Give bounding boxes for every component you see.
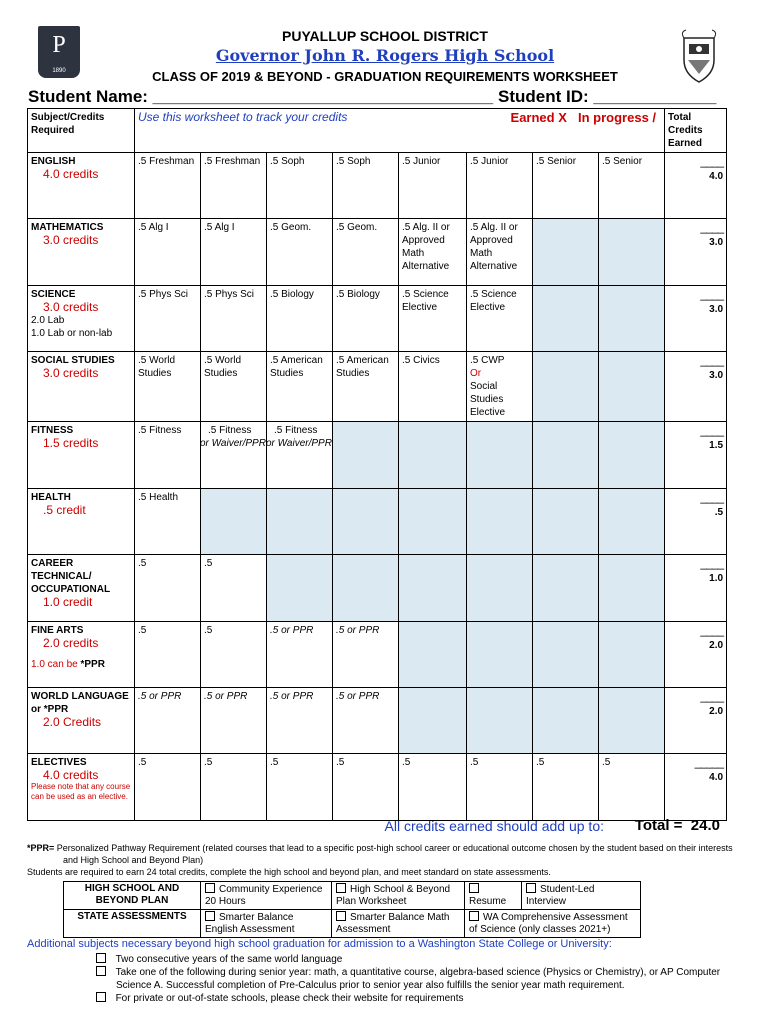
total-summary bbox=[27, 815, 726, 839]
checkbox-icon[interactable] bbox=[469, 911, 479, 921]
fine-arts-cell-4[interactable]: .5 or PPR bbox=[333, 622, 399, 688]
career-cell-5 bbox=[399, 555, 467, 622]
row-fitness bbox=[28, 422, 727, 489]
wa-science[interactable]: WA Comprehensive Assessment of Science (only classes 2021+) bbox=[465, 910, 641, 938]
checkbox-icon[interactable] bbox=[526, 883, 536, 893]
career-cell-7 bbox=[533, 555, 599, 622]
sb-math[interactable]: Smarter Balance Math Assessment bbox=[332, 910, 465, 938]
science-total[interactable]: ____ 3.0 bbox=[665, 286, 727, 352]
english-cell-6[interactable]: .5 Junior bbox=[467, 153, 533, 219]
health-cell-6 bbox=[467, 489, 533, 555]
electives-cell-4[interactable]: .5 bbox=[333, 754, 399, 821]
state-requirements-table bbox=[63, 881, 641, 938]
checkbox-icon[interactable] bbox=[205, 883, 215, 893]
use-worksheet-text: Use this worksheet to track your credits bbox=[138, 110, 348, 124]
checkbox-icon[interactable] bbox=[96, 966, 106, 976]
english-cell-5[interactable]: .5 Junior bbox=[399, 153, 467, 219]
hsbp-worksheet[interactable]: High School & Beyond Plan Worksheet bbox=[332, 882, 465, 910]
fitness-cell-3[interactable]: .5 Fitness or Waiver/PPR bbox=[267, 422, 333, 489]
social-cell-2[interactable]: .5 World Studies bbox=[201, 352, 267, 422]
social-cell-6[interactable]: .5 CWP Or Social Studies Elective bbox=[467, 352, 533, 422]
english-cell-1[interactable]: .5 Freshman bbox=[135, 153, 201, 219]
world-lang-cell-1[interactable]: .5 or PPR bbox=[135, 688, 201, 754]
electives-cell-1[interactable]: .5 bbox=[135, 754, 201, 821]
subject-career: CAREER TECHNICAL/ OCCUPATIONAL 1.0 credit bbox=[28, 555, 135, 622]
fitness-cell-5 bbox=[399, 422, 467, 489]
row-world-language bbox=[28, 688, 727, 754]
additional-subjects-title: Additional subjects necessary beyond high school graduation for admission to a Washington State College or University: bbox=[27, 938, 612, 950]
sb-english[interactable]: Smarter Balance English Assessment bbox=[201, 910, 332, 938]
fitness-cell-1[interactable]: .5 Fitness bbox=[135, 422, 201, 489]
social-total[interactable]: ____ 3.0 bbox=[665, 352, 727, 422]
career-cell-2[interactable]: .5 bbox=[201, 555, 267, 622]
row-english bbox=[28, 153, 727, 219]
row-fine-arts bbox=[28, 622, 727, 688]
world-lang-cell-3[interactable]: .5 or PPR bbox=[267, 688, 333, 754]
fine-arts-cell-2[interactable]: .5 bbox=[201, 622, 267, 688]
student-name-field[interactable]: Student Name: ____________________________________ bbox=[28, 87, 494, 106]
career-total[interactable]: ____ 1.0 bbox=[665, 555, 727, 622]
subject-english: ENGLISH 4.0 credits bbox=[28, 153, 135, 219]
subject-header: Subject/Credits Required bbox=[28, 109, 135, 153]
checkbox-icon[interactable] bbox=[96, 992, 106, 1002]
row-career bbox=[28, 555, 727, 622]
electives-cell-8[interactable]: .5 bbox=[599, 754, 665, 821]
world-lang-cell-6 bbox=[467, 688, 533, 754]
community-experience[interactable]: Community Experience 20 Hours bbox=[201, 882, 332, 910]
fine-arts-cell-8 bbox=[599, 622, 665, 688]
table-header-row bbox=[28, 109, 727, 153]
fitness-cell-4 bbox=[333, 422, 399, 489]
fine-arts-cell-6 bbox=[467, 622, 533, 688]
fitness-cell-6 bbox=[467, 422, 533, 489]
science-cell-6[interactable]: .5 Science Elective bbox=[467, 286, 533, 352]
health-total[interactable]: ____ .5 bbox=[665, 489, 727, 555]
science-cell-4[interactable]: .5 Biology bbox=[333, 286, 399, 352]
health-cell-1[interactable]: .5 Health bbox=[135, 489, 201, 555]
math-cell-2[interactable]: .5 Alg I bbox=[201, 219, 267, 286]
english-cell-3[interactable]: .5 Soph bbox=[267, 153, 333, 219]
electives-total[interactable]: _____ 4.0 bbox=[665, 754, 727, 821]
list-item: Two consecutive years of the same world language bbox=[96, 953, 736, 966]
checkbox-icon[interactable] bbox=[336, 883, 346, 893]
math-cell-5[interactable]: .5 Alg. II or Approved Math Alternative bbox=[399, 219, 467, 286]
science-cell-5[interactable]: .5 Science Elective bbox=[399, 286, 467, 352]
science-cell-3[interactable]: .5 Biology bbox=[267, 286, 333, 352]
world-lang-cell-2[interactable]: .5 or PPR bbox=[201, 688, 267, 754]
career-cell-6 bbox=[467, 555, 533, 622]
social-cell-5[interactable]: .5 Civics bbox=[399, 352, 467, 422]
row-health bbox=[28, 489, 727, 555]
electives-cell-7[interactable]: .5 bbox=[533, 754, 599, 821]
math-cell-7 bbox=[533, 219, 599, 286]
health-cell-5 bbox=[399, 489, 467, 555]
electives-cell-3[interactable]: .5 bbox=[267, 754, 333, 821]
checkbox-icon[interactable] bbox=[336, 911, 346, 921]
list-item: Take one of the following during senior year: math, a quantitative course, algebra-based science (Physics or Chemistry), or AP Computer Science A. Successful completion of Pre-Calculus prior to senior year also fulfills the senior year math requirement. bbox=[96, 966, 736, 992]
health-cell-8 bbox=[599, 489, 665, 555]
science-cell-8 bbox=[599, 286, 665, 352]
social-cell-8 bbox=[599, 352, 665, 422]
subject-health: HEALTH .5 credit bbox=[28, 489, 135, 555]
school-name: Governor John R. Rogers High School bbox=[215, 46, 555, 65]
electives-cell-2[interactable]: .5 bbox=[201, 754, 267, 821]
career-cell-3 bbox=[267, 555, 333, 622]
total-header: Total Credits Earned bbox=[665, 109, 727, 153]
english-cell-2[interactable]: .5 Freshman bbox=[201, 153, 267, 219]
science-cell-7 bbox=[533, 286, 599, 352]
list-item: For private or out-of-state schools, please check their website for requirements bbox=[96, 992, 736, 1005]
health-cell-2 bbox=[201, 489, 267, 555]
subject-world-language: WORLD LANGUAGE or *PPR 2.0 Credits bbox=[28, 688, 135, 754]
instructions-cell bbox=[135, 109, 665, 153]
world-lang-cell-4[interactable]: .5 or PPR bbox=[333, 688, 399, 754]
fine-arts-cell-5 bbox=[399, 622, 467, 688]
grand-total: Total = 24.0 bbox=[634, 817, 720, 834]
fine-arts-cell-3[interactable]: .5 or PPR bbox=[267, 622, 333, 688]
subject-math: MATHEMATICS 3.0 credits bbox=[28, 219, 135, 286]
english-cell-8[interactable]: .5 Senior bbox=[599, 153, 665, 219]
row-electives bbox=[28, 754, 727, 821]
social-cell-7 bbox=[533, 352, 599, 422]
requirements-note: Students are required to earn 24 total credits, complete the high school and beyond plan, and meet standard on state assessments. bbox=[27, 867, 551, 877]
checkbox-icon[interactable] bbox=[205, 911, 215, 921]
row-social-studies bbox=[28, 352, 727, 422]
additional-subjects-list bbox=[96, 953, 736, 1005]
hsbp-label: HIGH SCHOOL AND BEYOND PLAN bbox=[64, 882, 201, 910]
health-cell-4 bbox=[333, 489, 399, 555]
science-cell-2[interactable]: .5 Phys Sci bbox=[201, 286, 267, 352]
science-cell-1[interactable]: .5 Phys Sci bbox=[135, 286, 201, 352]
electives-cell-5[interactable]: .5 bbox=[399, 754, 467, 821]
english-cell-4[interactable]: .5 Soph bbox=[333, 153, 399, 219]
worksheet-title: CLASS OF 2019 & BEYOND - GRADUATION REQUIREMENTS WORKSHEET bbox=[152, 69, 618, 84]
row-math bbox=[28, 219, 727, 286]
world-lang-total[interactable]: ____ 2.0 bbox=[665, 688, 727, 754]
career-cell-4 bbox=[333, 555, 399, 622]
fitness-cell-2[interactable]: .5 Fitness or Waiver/PPR bbox=[201, 422, 267, 489]
math-cell-6[interactable]: .5 Alg. II or Approved Math Alternative bbox=[467, 219, 533, 286]
fitness-cell-8 bbox=[599, 422, 665, 489]
career-cell-1[interactable]: .5 bbox=[135, 555, 201, 622]
student-id-field[interactable]: Student ID: _____________ bbox=[498, 87, 717, 106]
world-lang-cell-8 bbox=[599, 688, 665, 754]
electives-cell-6[interactable]: .5 bbox=[467, 754, 533, 821]
in-progress-legend: In progress / bbox=[578, 110, 657, 125]
student-led-interview[interactable]: Student-Led Interview bbox=[522, 882, 641, 910]
district-name: PUYALLUP SCHOOL DISTRICT bbox=[282, 28, 488, 44]
fine-arts-cell-1[interactable]: .5 bbox=[135, 622, 201, 688]
social-cell-4[interactable]: .5 American Studies bbox=[333, 352, 399, 422]
assessments-label: STATE ASSESSMENTS bbox=[64, 910, 201, 938]
health-cell-7 bbox=[533, 489, 599, 555]
logo-year: 1890 bbox=[52, 68, 66, 74]
health-cell-3 bbox=[267, 489, 333, 555]
logo-letter: P bbox=[52, 32, 66, 58]
checkbox-icon[interactable] bbox=[96, 953, 106, 963]
row-science bbox=[28, 286, 727, 352]
earned-legend: Earned X bbox=[510, 110, 567, 125]
fine-arts-cell-7 bbox=[533, 622, 599, 688]
math-cell-3[interactable]: .5 Geom. bbox=[267, 219, 333, 286]
fitness-cell-7 bbox=[533, 422, 599, 489]
career-cell-8 bbox=[599, 555, 665, 622]
social-cell-1[interactable]: .5 World Studies bbox=[135, 352, 201, 422]
sum-instruction: All credits earned should add up to: bbox=[384, 818, 604, 834]
social-cell-3[interactable]: .5 American Studies bbox=[267, 352, 333, 422]
fine-arts-total[interactable]: ____ 2.0 bbox=[665, 622, 727, 688]
subject-electives: ELECTIVES 4.0 credits Please note that any course can be used as an elective. bbox=[28, 754, 135, 821]
subject-fine-arts: FINE ARTS 2.0 credits 1.0 can be *PPR bbox=[28, 622, 135, 688]
world-lang-cell-5 bbox=[399, 688, 467, 754]
fitness-total[interactable]: ____ 1.5 bbox=[665, 422, 727, 489]
subject-science: SCIENCE 3.0 credits 2.0 Lab 1.0 Lab or non-lab bbox=[28, 286, 135, 352]
english-cell-7[interactable]: .5 Senior bbox=[533, 153, 599, 219]
subject-fitness: FITNESS 1.5 credits bbox=[28, 422, 135, 489]
world-lang-cell-7 bbox=[533, 688, 599, 754]
resume[interactable]: Resume bbox=[465, 882, 522, 910]
checkbox-icon[interactable] bbox=[469, 883, 479, 893]
math-cell-8 bbox=[599, 219, 665, 286]
english-total[interactable]: ____ 4.0 bbox=[665, 153, 727, 219]
math-cell-4[interactable]: .5 Geom. bbox=[333, 219, 399, 286]
subject-social-studies: SOCIAL STUDIES 3.0 credits bbox=[28, 352, 135, 422]
worksheet-header bbox=[0, 0, 770, 112]
ppr-definition: *PPR= Personalized Pathway Requirement (related courses that lead to a specific post-high school career or educational outcome chosen by the student based on their interests and High School and Beyond Plan) bbox=[27, 843, 733, 865]
notes bbox=[27, 842, 742, 878]
math-cell-1[interactable]: .5 Alg I bbox=[135, 219, 201, 286]
credits-table bbox=[27, 108, 727, 821]
math-total[interactable]: ____ 3.0 bbox=[665, 219, 727, 286]
